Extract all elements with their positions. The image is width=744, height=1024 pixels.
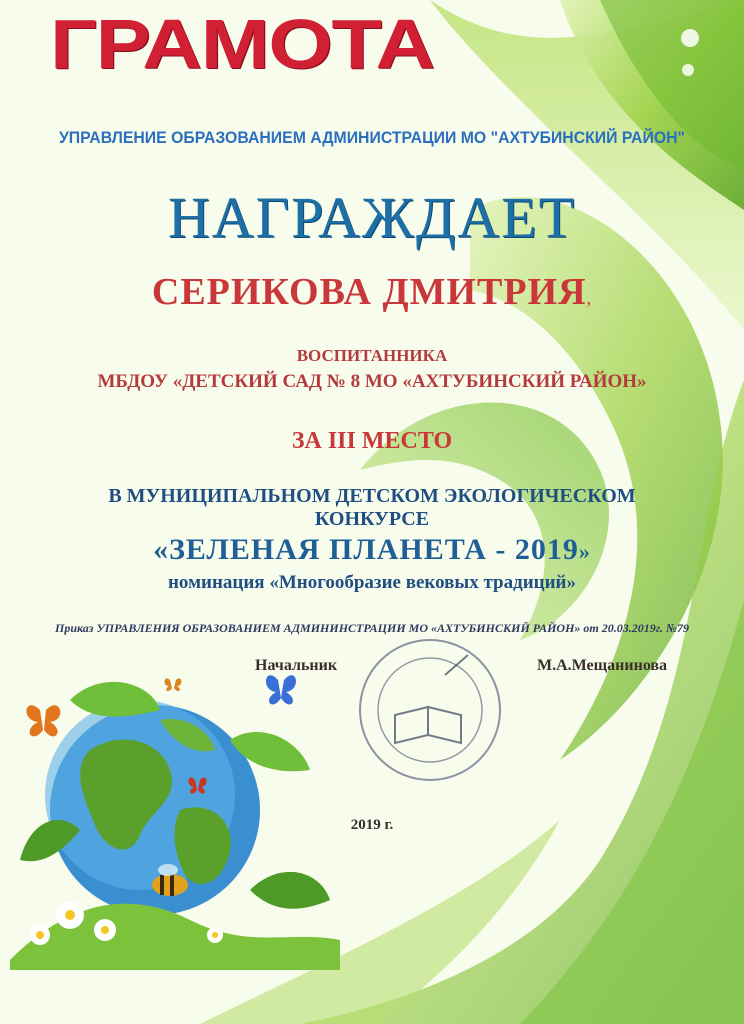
recipient-name-comma: , (586, 288, 593, 308)
order-reference: Приказ УПРАВЛЕНИЯ ОБРАЗОВАНИЕМ АДМИНИНСТРАЦИИ МО «АХТУБИНСКИЙ РАЙОН» от 20.03.2019г. №79 (54, 621, 689, 635)
nomination: номинация «Многообразие вековых традиций» (167, 572, 576, 593)
contest-name-close-quote: » (578, 539, 591, 564)
certificate-title: ГРАМОТА (50, 5, 435, 83)
recipient-role: ВОСПИТАННИКА (296, 346, 448, 365)
award-place: ЗА III МЕСТО (291, 428, 453, 454)
recipient-institution: МБДОУ «ДЕТСКИЙ САД № 8 МО «АХТУБИНСКИЙ РАЙОН» (97, 371, 647, 392)
signatory-name: М.А.Мещанинова (537, 657, 668, 674)
official-stamp (340, 635, 520, 785)
book-icon (395, 655, 468, 743)
contest-description-line2: КОНКУРСЕ (314, 508, 430, 530)
recipient-name (0, 270, 744, 314)
contest-description-line1: В МУНИЦИПАЛЬНОМ ДЕТСКОМ ЭКОЛОГИЧЕСКОМ (108, 485, 636, 507)
signatory-title: Начальник (255, 657, 338, 674)
recipient-name-text: СЕРИКОВА ДМИТРИЯ (151, 271, 587, 313)
contest-name (0, 533, 744, 567)
globe-illustration (10, 660, 340, 970)
issuing-organization: УПРАВЛЕНИЕ ОБРАЗОВАНИЕМ АДМИНИСТРАЦИИ МО "АХТУБИНСКИЙ РАЙОН" (58, 128, 686, 147)
contest-name-text: «ЗЕЛЕНАЯ ПЛАНЕТА - 2019 (153, 533, 579, 566)
issue-year: 2019 г. (350, 817, 394, 833)
awards-heading: НАГРАЖДАЕТ (167, 185, 577, 250)
